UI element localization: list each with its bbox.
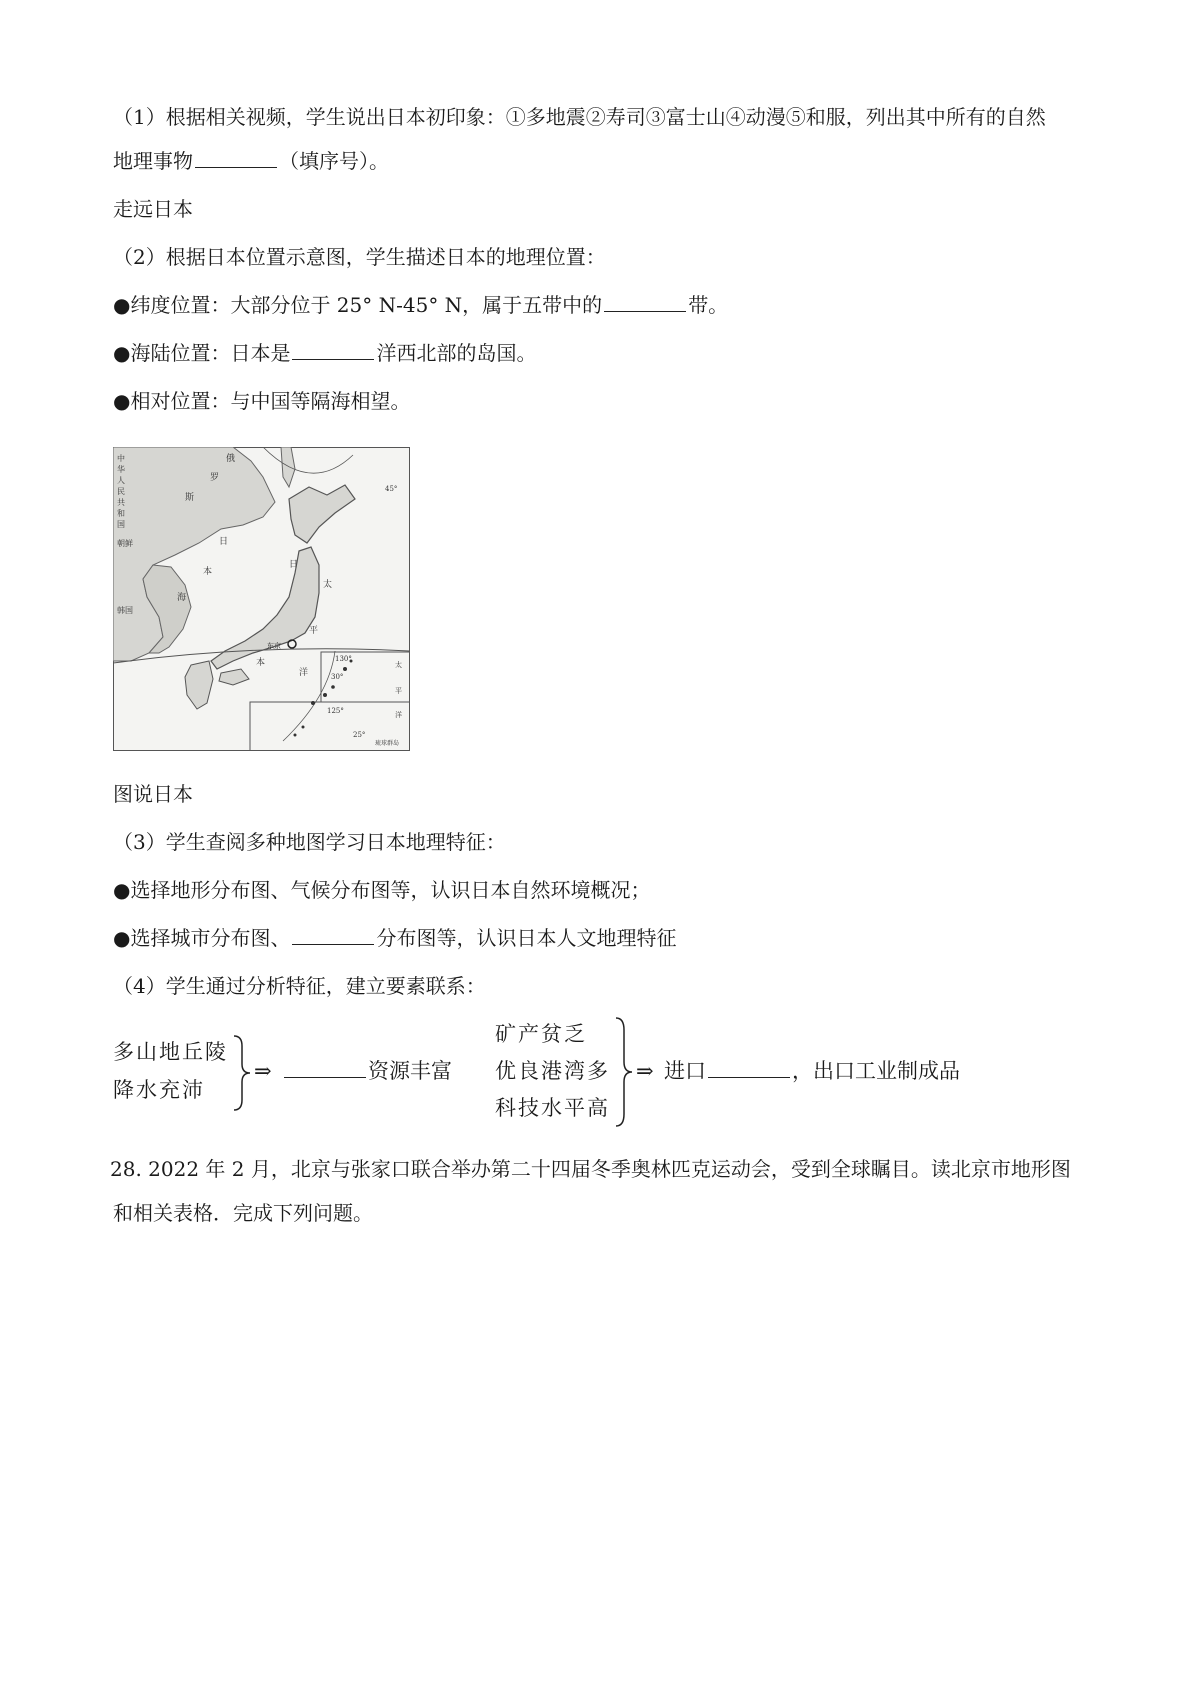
label-lat-45: 45° (385, 485, 398, 493)
q2-intro: （2）根据日本位置示意图，学生描述日本的地理位置： (113, 245, 606, 269)
label-pacific-1: 太 (323, 580, 333, 590)
label-inset-2: 平 (395, 687, 402, 695)
label-china-char: 和 (117, 509, 125, 518)
flow-arrow-1: ⇒ (254, 1059, 274, 1083)
answer-blank-2[interactable] (604, 293, 686, 312)
label-japan-1: 日 (289, 560, 299, 570)
label-ryukyu: 琉球群岛 (375, 740, 400, 747)
ryukyu-island-dot (331, 685, 335, 689)
label-sea-2: 本 (203, 567, 213, 577)
label-tokyo: 东京 (267, 642, 281, 650)
q28-line1: 28. 2022 年 2 月，北京与张家口联合举办第二十四届冬季奥林匹克运动会，受到全球瞩目。读北京市地形图 (110, 1157, 1071, 1181)
label-lon-125: 125° (327, 707, 344, 715)
label-china-char: 人 (117, 476, 125, 485)
answer-blank-5[interactable] (284, 1059, 366, 1078)
label-china-char: 中 (117, 454, 125, 463)
ryukyu-island-dot (311, 701, 315, 705)
q3-bullet2 (113, 924, 676, 952)
answer-blank-4[interactable] (292, 926, 374, 945)
flow-right-item-3: 科技水平高 (495, 1096, 610, 1120)
q28-line2: 和相关表格．完成下列问题。 (113, 1201, 373, 1225)
label-pacific-3: 洋 (299, 668, 309, 678)
label-china-char: 华 (117, 465, 125, 474)
label-lat-30: 30° (331, 673, 344, 681)
flow-result-prefix: 进口 (664, 1059, 706, 1083)
flow-right-item-2: 优良港湾多 (495, 1059, 610, 1083)
q1-line2-prefix: 地理事物 (113, 149, 193, 173)
label-russia-1: 俄 (226, 454, 236, 464)
q2-sea-land-suffix: 洋西北部的岛国。 (376, 341, 537, 365)
flow-left-item-2: 降水充沛 (113, 1078, 205, 1102)
label-inset-1: 太 (395, 661, 402, 669)
flow-right-item-1: 矿产贫乏 (495, 1022, 587, 1046)
answer-blank-1[interactable] (195, 149, 277, 168)
label-russia-3: 斯 (185, 493, 195, 503)
label-china-char: 民 (117, 487, 125, 496)
q2-sea-land-prefix: ●海陆位置：日本是 (113, 341, 291, 365)
q4-intro: （4）学生通过分析特征，建立要素联系： (113, 974, 486, 998)
flow-middle (282, 1057, 452, 1085)
label-inset-3: 洋 (395, 711, 402, 719)
flow-left-item-1: 多山地丘陵 (113, 1040, 228, 1064)
q3-bullet1: ●选择地形分布图、气候分布图等，认识日本自然环境概况； (113, 878, 651, 902)
label-south-korea: 韩国 (117, 606, 133, 615)
flow-middle-suffix: 资源丰富 (368, 1059, 452, 1083)
right-brace-icon (614, 1016, 634, 1128)
label-sea-3: 海 (177, 593, 187, 603)
ryukyu-island-dot (294, 734, 297, 737)
label-japan-2: 本 (256, 658, 266, 668)
q1-line2 (113, 147, 389, 175)
q2-sea-land (113, 339, 536, 367)
ryukyu-island-dot (323, 693, 327, 697)
section-title-tushuo: 图说日本 (113, 782, 193, 806)
label-lon-130: 130° (335, 655, 352, 663)
q2-latitude (113, 291, 728, 319)
q3-bullet2-prefix: ●选择城市分布图、 (113, 926, 291, 950)
label-sea-1: 日 (219, 537, 229, 547)
q1-line2-suffix: （填序号）。 (279, 149, 389, 173)
q3-intro: （3）学生查阅多种地图学习日本地理特征： (113, 830, 506, 854)
label-china-char: 共 (117, 498, 125, 507)
q2-relative: ●相对位置：与中国等隔海相望。 (113, 389, 411, 413)
label-china (117, 453, 125, 529)
label-china-char: 国 (117, 520, 125, 529)
q2-latitude-suffix: 带。 (688, 293, 729, 317)
answer-blank-6[interactable] (708, 1059, 790, 1078)
label-pacific-2: 平 (309, 626, 319, 636)
q2-latitude-prefix: ●纬度位置：大部分位于 25° N-45° N，属于五带中的 (113, 293, 603, 317)
ryukyu-island-dot (302, 726, 305, 729)
flow-arrow-2: ⇒ (636, 1059, 656, 1083)
flow-result-suffix: ，出口工业制成品 (792, 1059, 960, 1083)
answer-blank-3[interactable] (292, 341, 374, 360)
ryukyu-island-dot (343, 667, 347, 671)
section-title-zouyuan: 走远日本 (113, 197, 193, 221)
flow-result (664, 1057, 960, 1085)
japan-map-svg (113, 447, 410, 751)
japan-location-map (113, 447, 410, 751)
q1-line1: （1）根据相关视频，学生说出日本初印象：①多地震②寿司③富士山④动漫⑤和服，列出其中所有的自然 (113, 105, 1046, 129)
label-russia-2: 罗 (210, 473, 220, 483)
label-north-korea: 朝鲜 (117, 539, 133, 548)
label-lat-25: 25° (353, 731, 366, 739)
q3-bullet2-suffix: 分布图等，认识日本人文地理特征 (376, 926, 677, 950)
right-brace-icon (232, 1034, 252, 1112)
